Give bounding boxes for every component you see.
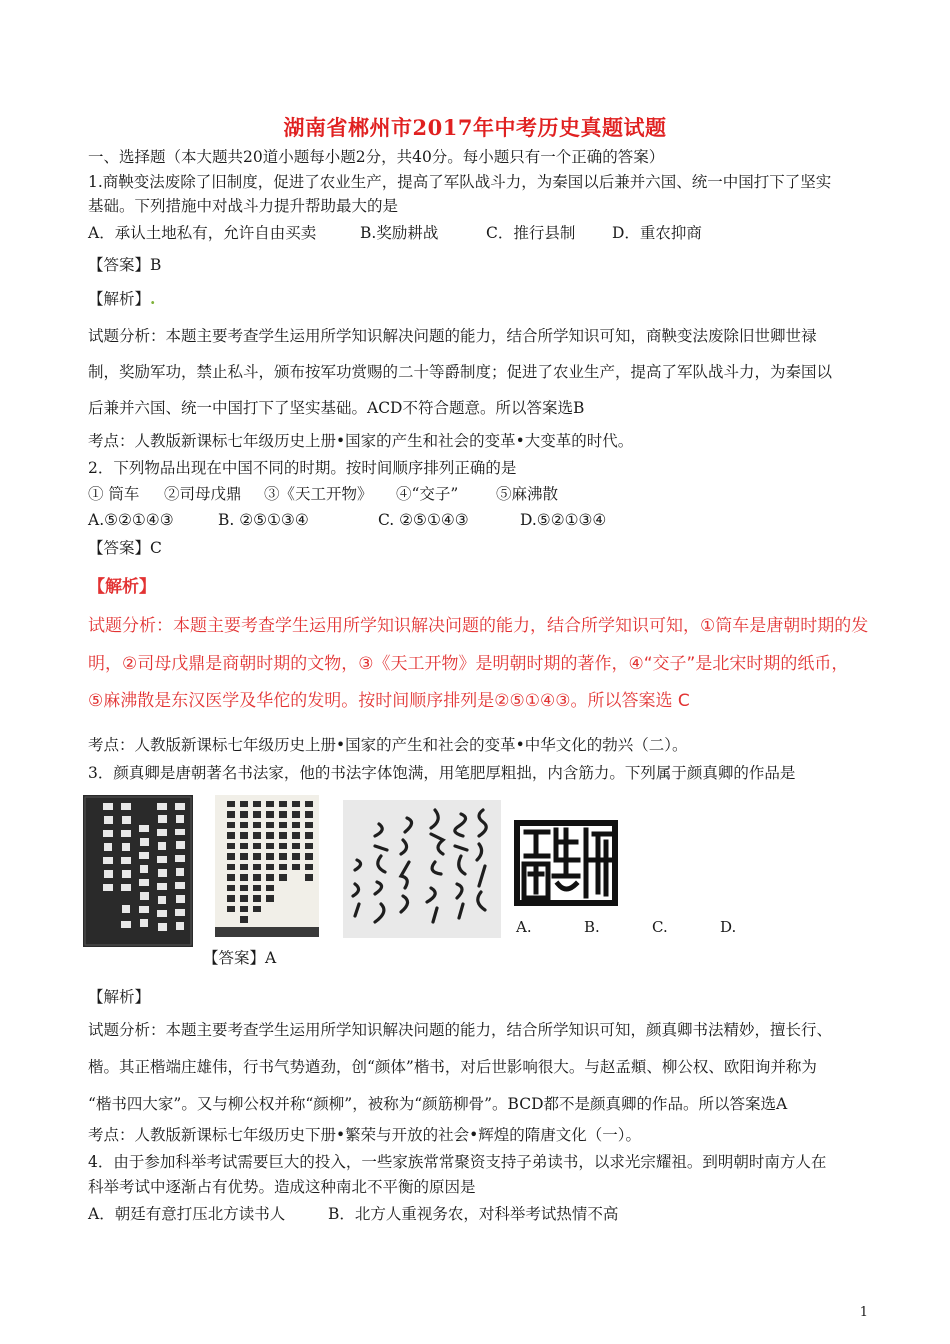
q3-analysis-line-2: 楷。其正楷端庄雄伟，行书气势遒劲，创“颜体”楷书，对后世影响很大。与赵孟頫、柳公权、欧阳询并称为 <box>88 1058 817 1076</box>
q1-stem-line-2: 基础。下列措施中对战斗力提升帮助最大的是 <box>88 197 399 215</box>
q2-option-a: A.⑤②①④③ <box>88 511 174 529</box>
q3-kaodian: 考点：人教版新课标七年级历史下册•繁荣与开放的社会•辉煌的隋唐文化（一）。 <box>88 1126 642 1144</box>
q1-analysis-label: 【解析】 <box>88 290 151 308</box>
seal-image-d <box>514 820 618 906</box>
q3-image-labels <box>516 918 788 936</box>
q4-stem-line-1: 4．由于参加科举考试需要巨大的投入，一些家族常常聚资支持子弟读书，以求光宗耀祖。到明朝时南方人在 <box>88 1153 827 1171</box>
q1-answer: 【答案】B <box>88 256 162 274</box>
q3-label-b: B. <box>584 918 600 936</box>
q1-analysis-dot: . <box>150 289 156 308</box>
q2-item-3: ③《天工开物》 <box>264 485 373 503</box>
q2-option-d: D.⑤②①③④ <box>520 511 607 529</box>
q3-analysis-line-3: “楷书四大家”。又与柳公权并称“颜柳”，被称为“颜筋柳骨”。BCD都不是颜真卿的作品。所以答案选A <box>88 1095 788 1113</box>
q2-analysis-line-3: ⑤麻沸散是东汉医学及华佗的发明。按时间顺序排列是②⑤①④③。所以答案选 C <box>88 691 690 711</box>
q1-option-d: D．重农抑商 <box>612 224 702 242</box>
q1-analysis-line-2: 制，奖励军功，禁止私斗，颁布按军功赏赐的二十等爵制度；促进了农业生产，提高了军队战斗力，为秦国以 <box>88 363 833 381</box>
q3-label-c: C. <box>652 918 668 936</box>
q1-analysis-line-3: 后兼并六国、统一中国打下了坚实基础。ACD不符合题意。所以答案选B <box>88 399 585 417</box>
q1-options <box>88 223 702 243</box>
q2-options <box>88 510 606 530</box>
q1-stem-line-1: 1.商鞅变法废除了旧制度，促进了农业生产，提高了军队战斗力，为秦国以后兼并六国、统一中国打下了坚实 <box>88 173 832 191</box>
q1-option-b: B.奖励耕战 <box>360 224 439 242</box>
q4-option-b: B．北方人重视务农，对科举考试热情不高 <box>328 1205 619 1223</box>
q1-option-c: C．推行县制 <box>486 224 576 242</box>
q3-label-a: A. <box>516 918 532 936</box>
q2-kaodian: 考点：人教版新课标七年级历史上册•国家的产生和社会的变革•中华文化的勃兴（二）。 <box>88 736 688 754</box>
section-header: 一、选择题（本大题共20道小题每小题2分，共40分。每小题只有一个正确的答案） <box>88 148 665 166</box>
q2-items <box>88 484 558 504</box>
calligraphy-image-c <box>343 800 501 938</box>
q3-stem: 3．颜真卿是唐朝著名书法家，他的书法字体饱满，用笔肥厚粗拙，内含筋力。下列属于颜真卿的作品是 <box>88 764 796 782</box>
page-title: 湖南省郴州市2017年中考历史真题试题 <box>283 115 667 140</box>
q2-analysis-title: 【解析】 <box>88 577 156 597</box>
calligraphy-image-a <box>83 795 193 947</box>
q4-stem-line-2: 科举考试中逐渐占有优势。造成这种南北不平衡的原因是 <box>88 1178 476 1196</box>
q2-stem: 2．下列物品出现在中国不同的时期。按时间顺序排列正确的是 <box>88 459 517 477</box>
q2-item-5: ⑤麻沸散 <box>496 485 559 503</box>
q4-option-a: A．朝廷有意打压北方读书人 <box>88 1205 286 1223</box>
q2-analysis-line-1: 试题分析：本题主要考查学生运用所学知识解决问题的能力，结合所学知识可知，①筒车是唐朝时期的发 <box>88 616 869 636</box>
q1-option-a: A．承认土地私有，允许自由买卖 <box>88 224 317 242</box>
q2-answer: 【答案】C <box>88 539 162 557</box>
q3-analysis-title: 【解析】 <box>88 988 151 1006</box>
q2-analysis-line-2: 明，②司母戊鼎是商朝时期的文物，③《天工开物》是明朝时期的著作，④“交子”是北宋时期的纸币， <box>88 654 849 674</box>
page-number: 1 <box>859 1305 868 1320</box>
q2-option-c: C. ②⑤①④③ <box>378 511 469 529</box>
q2-option-b: B. ②⑤①③④ <box>218 511 309 529</box>
calligraphy-image-b <box>215 795 319 937</box>
q2-item-1: ① 筒车 <box>88 485 140 503</box>
q2-item-4: ④“交子” <box>396 485 459 503</box>
q1-analysis-title <box>88 289 155 309</box>
q4-options <box>88 1204 618 1224</box>
q2-item-2: ②司母戊鼎 <box>164 485 242 503</box>
q1-kaodian: 考点：人教版新课标七年级历史上册•国家的产生和社会的变革•大变革的时代。 <box>88 432 634 450</box>
q3-analysis-line-1: 试题分析：本题主要考查学生运用所学知识解决问题的能力，结合所学知识可知，颜真卿书法精妙，擅长行、 <box>88 1021 833 1039</box>
q1-analysis-line-1: 试题分析：本题主要考查学生运用所学知识解决问题的能力，结合所学知识可知，商鞅变法废除旧世卿世禄 <box>88 327 817 345</box>
q3-label-d: D. <box>720 918 737 936</box>
q3-answer: 【答案】A <box>203 949 277 967</box>
